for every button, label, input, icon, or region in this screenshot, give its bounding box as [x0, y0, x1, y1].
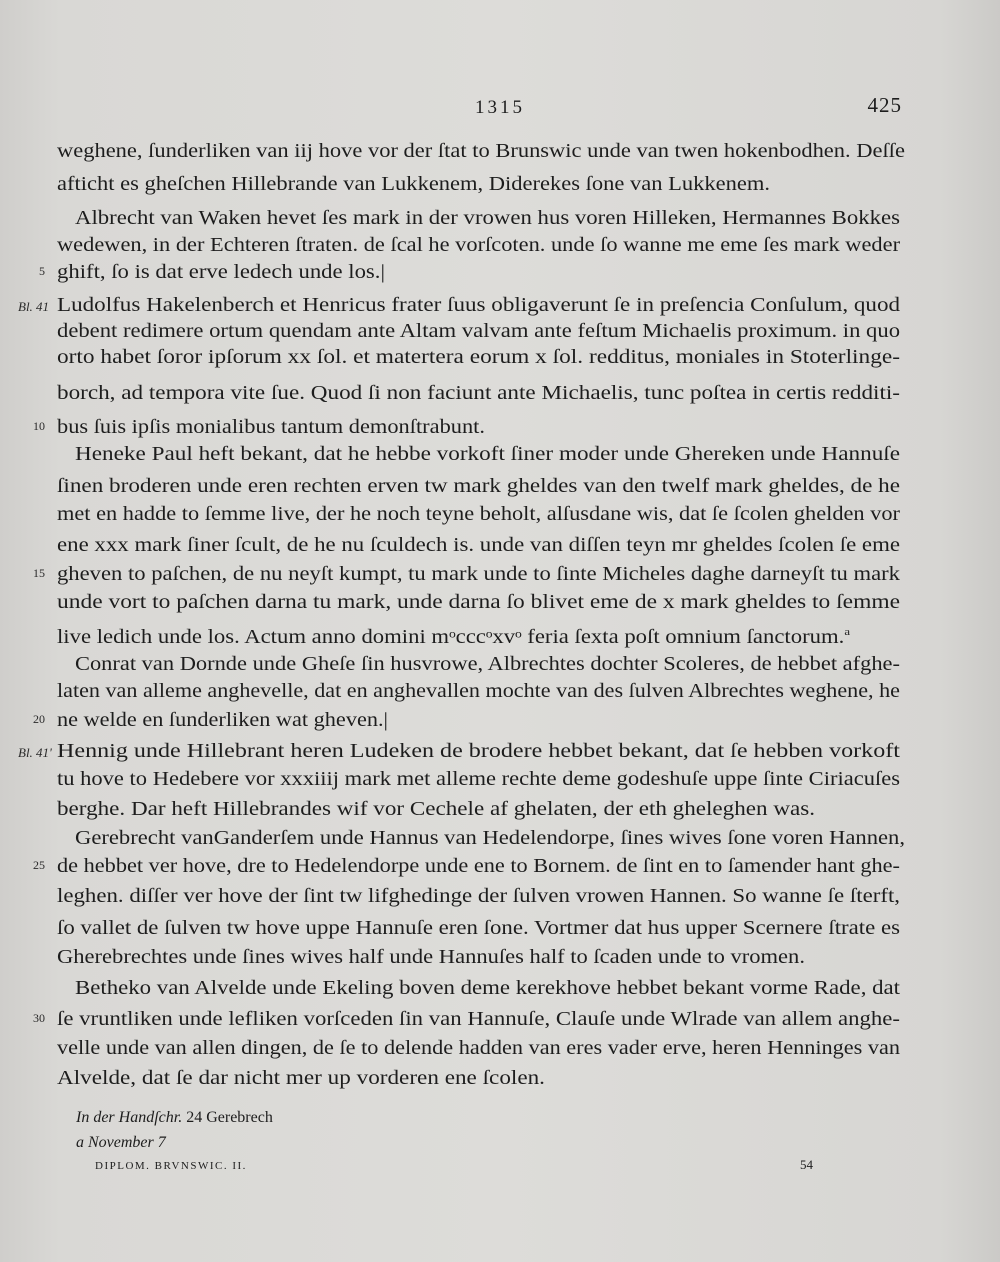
line-text: Hennig unde Hillebrant heren Ludeken de brodere hebbet bekant, dat ſe hebben vorkoft	[57, 741, 900, 762]
footnote-1-text: 24 Gerebrech	[186, 1109, 273, 1126]
footnote-2	[76, 1133, 166, 1153]
text-line	[75, 443, 900, 467]
text-line	[57, 475, 900, 499]
line-number: 30	[33, 1011, 45, 1025]
line-text: Betheko van Alvelde unde Ekeling boven deme kerekhove hebbet bekant vorme Rade, dat	[75, 978, 901, 999]
line-text: ene xxx mark ſiner ſcult, de he nu ſculdech is. unde van diſſen teyn mr gheldes ſcolen ſe eme	[57, 535, 901, 556]
line-text: orto habet ſoror ipſorum xx ſol. et matertera eorum x ſol. redditus, moniales in Stoterlinge-	[57, 347, 900, 368]
text-line	[57, 563, 900, 587]
line-text: ſo vallet de ſulven tw hove uppe Hannuſe eren ſone. Vortmer dat hus upper Scernere ſtrate es	[57, 918, 900, 939]
text-line	[75, 207, 900, 231]
text-line	[57, 917, 900, 941]
text-line	[57, 620, 850, 650]
running-header-year: 1315	[475, 97, 525, 118]
line-text: Heneke Paul heft bekant, dat he hebbe vorkoft ſiner moder unde Ghereken unde Hannuſe	[75, 444, 901, 465]
line-text: velle unde van allen dingen, de ſe to delende hadden van eres vader erve, heren Henninges van	[57, 1038, 901, 1059]
line-text: live ledich unde los. Actum anno domini mᵒcccᵒxvᵒ feria ſexta poſt omnium ſanctorum.	[57, 627, 845, 648]
text-line	[57, 140, 905, 164]
line-text: berghe. Dar heft Hillebrandes wif vor Cechele af ghelaten, der eth gheleghen was.	[57, 799, 816, 820]
text-line	[57, 382, 900, 406]
line-number: 25	[33, 858, 45, 872]
sheet-number: 54	[800, 1157, 813, 1172]
text-line	[75, 977, 900, 1001]
line-text: Gerebrecht vanGanderſem unde Hannus van Hedelendorpe, ſines wives ſone voren Hannen,	[75, 828, 906, 849]
text-line	[57, 1067, 545, 1091]
text-line	[57, 591, 900, 615]
text-line	[57, 709, 388, 733]
line-text: borch, ad tempora vite ſue. Quod ſi non faciunt ante Michaelis, tunc poſtea in certis redditi-	[57, 383, 901, 404]
text-line	[57, 768, 900, 792]
text-line	[57, 294, 900, 318]
signature-mark: DIPLOM. BRVNSWIC. II.	[95, 1160, 247, 1172]
page-number: 425	[867, 93, 902, 117]
footnote-marker: a	[844, 626, 851, 638]
line-text: weghene, ſunderliken van iij hove vor der ſtat to Brunswic unde van twen hokenbodhen. Deſſe	[57, 141, 905, 162]
line-number: 5	[39, 264, 45, 278]
line-text: ſinen broderen unde eren rechten erven tw mark gheldes van den twelf mark gheldes, de he	[57, 476, 901, 497]
text-line	[57, 346, 900, 370]
text-line	[57, 320, 900, 344]
footnote-1-label: In der Handſchr.	[76, 1109, 183, 1126]
text-line	[75, 653, 900, 677]
line-number: 15	[33, 566, 45, 580]
text-line	[57, 855, 900, 879]
footnote-2-label: a November 7	[76, 1134, 166, 1151]
line-text: Albrecht van Waken hevet ſes mark in der vrowen hus voren Hilleken, Hermannes Bokkes	[75, 208, 900, 229]
line-text: ne welde en ſunderliken wat gheven.|	[57, 710, 389, 731]
text-line	[57, 261, 385, 285]
text-line	[57, 416, 485, 440]
line-text: tu hove to Hedebere vor xxxiiij mark met alleme rechte deme godeshuſe uppe ſinte Ciriacuſes	[57, 769, 900, 790]
line-text: Alvelde, dat ſe dar nicht mer up vorderen ene ſcolen.	[57, 1068, 545, 1089]
text-line	[57, 740, 900, 764]
line-text: Gherebrechtes unde ſines wives half unde Hannuſes half to ſcaden unde to vromen.	[57, 947, 805, 968]
footnote-1	[76, 1108, 273, 1128]
marginal-folio-note: Bl. 41'	[18, 745, 52, 760]
text-line	[57, 885, 900, 909]
text-line	[57, 173, 770, 197]
line-text: de hebbet ver hove, dre to Hedelendorpe unde ene to Bornem. de ſint en to ſamender hant ghe-	[57, 856, 901, 877]
text-line	[57, 1008, 900, 1032]
marginal-folio-note: Bl. 41	[18, 299, 50, 314]
text-line	[57, 798, 815, 822]
text-line	[57, 1037, 900, 1061]
line-text: gheven to paſchen, de nu neyſt kumpt, tu mark unde to ſinte Micheles daghe darneyſt tu mark	[57, 564, 900, 585]
line-text: afticht es gheſchen Hillebrande van Lukkenem, Diderekes ſone van Lukkenem.	[57, 174, 771, 195]
text-line	[57, 680, 900, 704]
text-line	[57, 946, 805, 970]
text-line	[57, 234, 900, 258]
line-text: unde vort to paſchen darna tu mark, unde darna ſo blivet eme de x mark gheldes to ſemme	[57, 592, 900, 613]
line-number: 20	[33, 712, 45, 726]
line-text: Conrat van Dornde unde Gheſe ſin husvrowe, Albrechtes dochter Scoleres, de hebbet afghe-	[75, 654, 900, 675]
line-text: ghift, ſo is dat erve ledech unde los.|	[57, 262, 385, 283]
line-text: wedewen, in der Echteren ſtraten. de ſcal he vorſcoten. unde ſo wanne me eme ſes mark weder	[57, 235, 901, 256]
line-text: debent redimere ortum quendam ante Altam valvam ante feſtum Michaelis proximum. in quo	[57, 321, 901, 342]
line-text: Ludolfus Hakelenberch et Henricus frater ſuus obligaverunt ſe in preſencia Conſulum, quod	[57, 295, 901, 316]
line-text: bus ſuis ipſis monialibus tantum demonſtrabunt.	[57, 417, 485, 438]
line-text: ſe vruntliken unde lefliken vorſceden ſin van Hannuſe, Clauſe unde Wlrade van allem anghe-	[57, 1009, 900, 1030]
line-text: met en hadde to ſemme live, der he noch teyne beholt, alſusdane wis, dat ſe ſcolen ghelden vor	[57, 504, 901, 525]
line-text: laten van alleme anghevelle, dat en anghevallen mochte van des ſulven Albrechtes weghene, he	[57, 681, 900, 702]
text-line	[57, 534, 900, 558]
text-line	[75, 827, 905, 851]
line-number: 10	[33, 419, 45, 433]
line-text: leghen. diſſer ver hove der ſint tw lifghedinge der ſulven vrowen Hannen. So wanne ſe ſterft,	[57, 886, 901, 907]
text-line	[57, 503, 900, 527]
